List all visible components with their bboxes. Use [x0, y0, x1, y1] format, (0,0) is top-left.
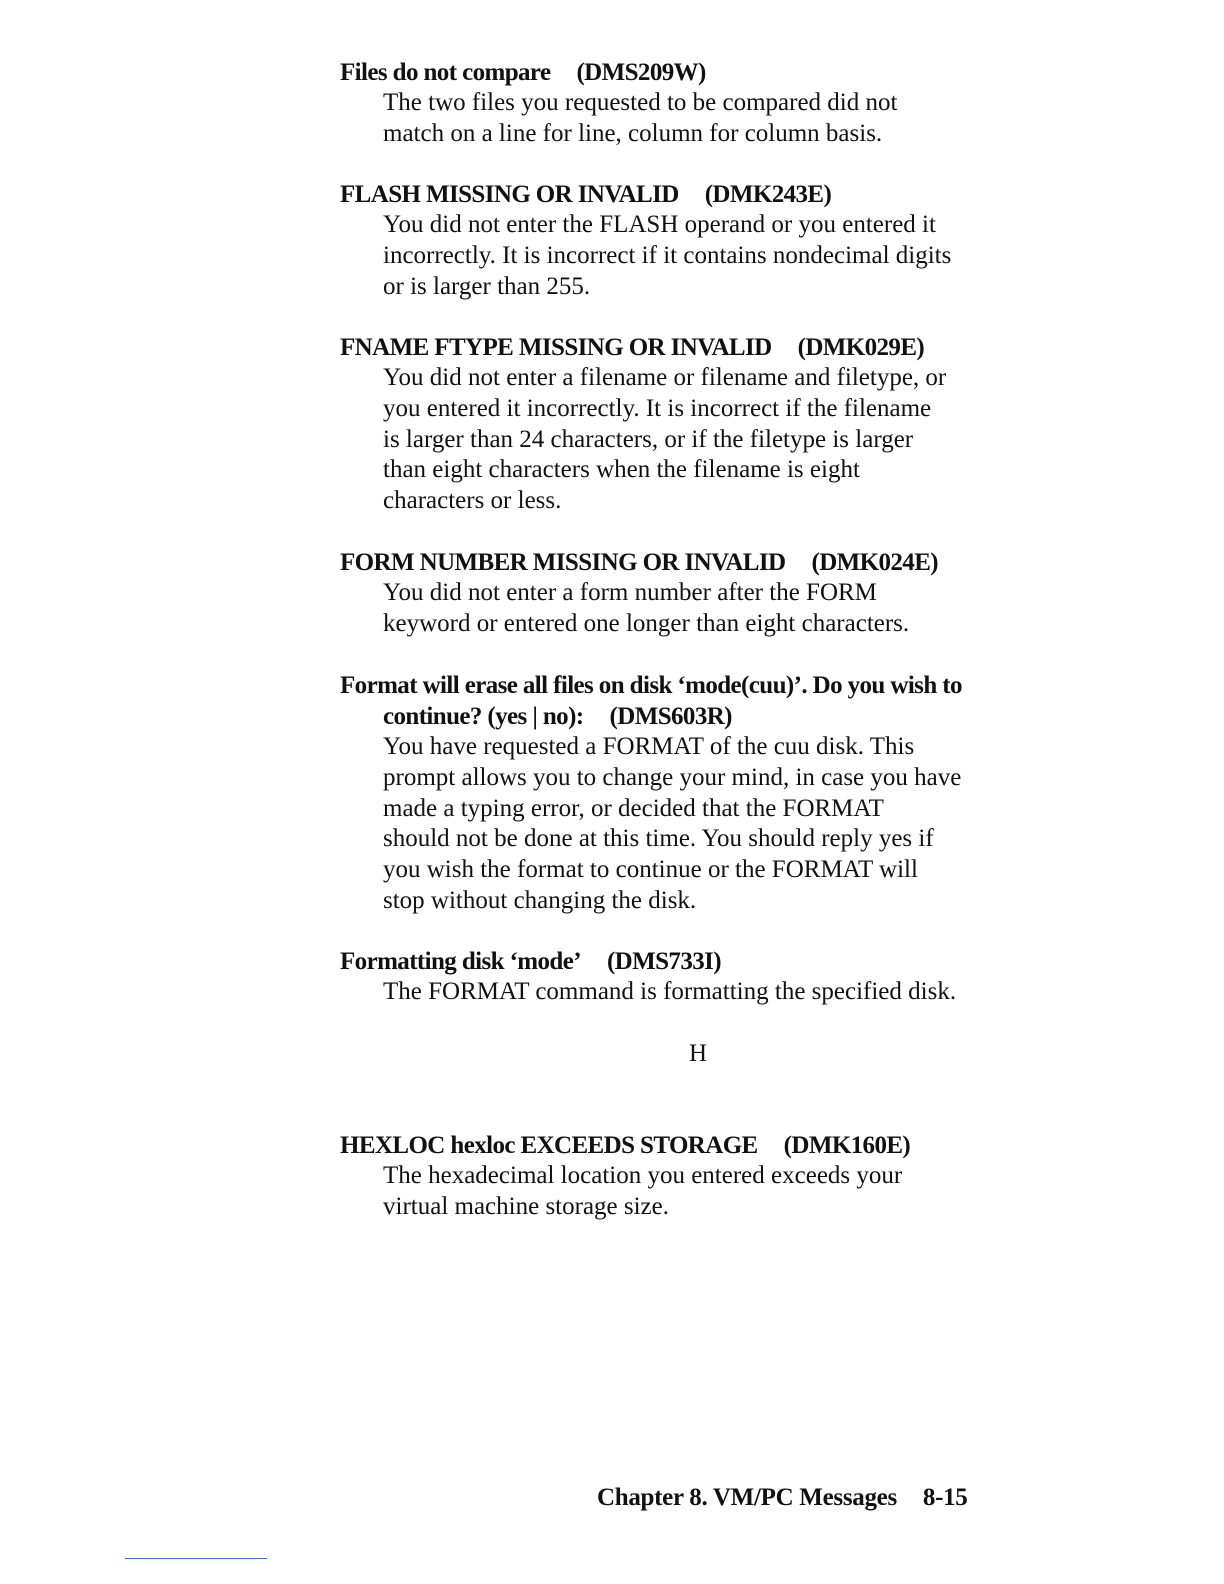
description-line: The hexadecimal location you entered exceeds your [383, 1162, 903, 1189]
message-heading [340, 670, 1040, 732]
message-entry [340, 1130, 1040, 1223]
description-line: You did not enter the FLASH operand or you entered it [383, 211, 936, 238]
description-line: The two files you requested to be compared did not [383, 89, 898, 116]
message-heading [340, 946, 1040, 977]
section-letter: H [689, 1040, 708, 1067]
message-title: FNAME FTYPE MISSING OR INVALID [340, 334, 772, 361]
description-line: than eight characters when the filename is eight [383, 456, 860, 484]
message-entry [340, 946, 1040, 1008]
message-code: (DMK029E) [797, 334, 925, 361]
description-line: You have requested a FORMAT of the cuu disk. This [383, 733, 915, 760]
message-description [340, 732, 1040, 917]
message-entry [340, 332, 1040, 517]
message-code: (DMK024E) [811, 549, 938, 576]
description-line: is larger than 24 characters, or if the filetype is larger [383, 425, 914, 453]
message-heading [340, 332, 1040, 363]
description-line: or is larger than 255. [383, 272, 591, 300]
message-entry [340, 670, 1040, 917]
message-code: (DMK243E) [704, 181, 832, 208]
description-line: virtual machine storage size. [383, 1192, 669, 1220]
description-line: made a typing error, or decided that the FORMAT [383, 794, 884, 822]
message-title: Format will erase all files on disk ‘mode(cuu)’. Do you wish to [340, 672, 962, 699]
message-code: (DMS209W) [576, 59, 706, 86]
description-line: The FORMAT command is formatting the specified disk. [383, 978, 957, 1005]
description-line: stop without changing the disk. [383, 886, 697, 914]
description-line: characters or less. [383, 487, 562, 515]
description-line: You did not enter a form number after the FORM [383, 579, 877, 606]
message-title-continued [340, 701, 1040, 732]
message-entry [340, 547, 1040, 640]
message-title: Formatting disk ‘mode’ [340, 948, 581, 975]
description-line: You did not enter a filename or filename and filetype, or [383, 364, 947, 391]
message-title: Files do not compare [340, 59, 551, 86]
description-line: match on a line for line, column for column basis. [383, 119, 883, 147]
message-title: FLASH MISSING OR INVALID [340, 181, 679, 208]
description-line: you entered it incorrectly. It is incorrect if the filename [383, 394, 932, 422]
chapter-title: Chapter 8. VM/PC Messages [597, 1484, 897, 1511]
message-entry [340, 57, 1040, 150]
description-line: should not be done at this time. You should reply yes if [383, 825, 934, 853]
message-description [340, 88, 1040, 150]
page-number: 8-15 [922, 1484, 968, 1511]
message-heading [340, 57, 1040, 88]
message-description [340, 210, 1040, 302]
description-line: you wish the format to continue or the FORMAT will [383, 856, 918, 884]
description-line: incorrectly. It is incorrect if it contains nondecimal digits [383, 241, 952, 269]
message-description [340, 977, 1040, 1008]
message-heading [340, 1130, 1040, 1161]
message-code: (DMS603R) [609, 703, 732, 730]
message-code: (DMK160E) [783, 1132, 911, 1159]
description-line: prompt allows you to change your mind, in case you have [383, 763, 962, 791]
message-entry [340, 179, 1040, 302]
message-heading [340, 547, 1040, 578]
message-description [340, 578, 1040, 640]
page-footer [597, 1482, 968, 1513]
description-line: keyword or entered one longer than eight characters. [383, 609, 910, 637]
message-title: HEXLOC hexloc EXCEEDS STORAGE [340, 1132, 758, 1159]
footer-rule [125, 1558, 267, 1559]
message-description [340, 363, 1040, 517]
message-code: (DMS733I) [606, 948, 721, 975]
message-title: FORM NUMBER MISSING OR INVALID [340, 549, 786, 576]
message-heading [340, 179, 1040, 210]
message-title-cont-text: continue? (yes | no): [383, 703, 584, 730]
message-description [340, 1161, 1040, 1223]
